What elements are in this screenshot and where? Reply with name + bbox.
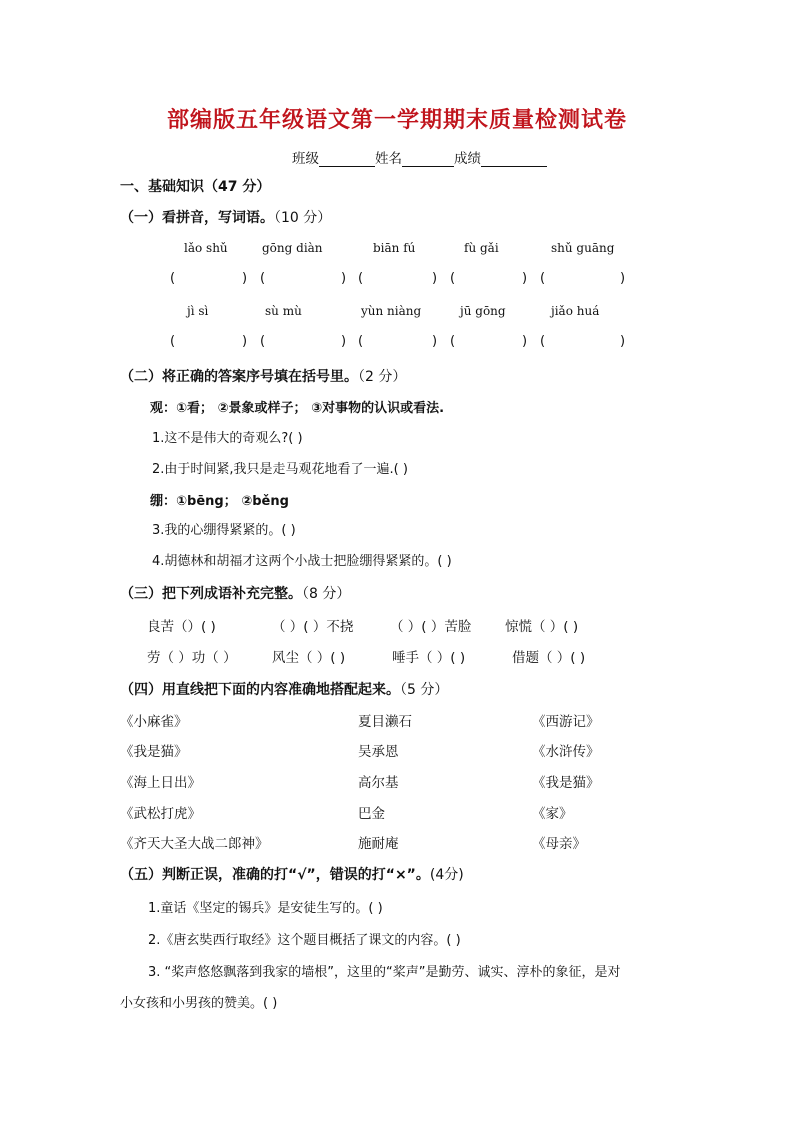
section2-title: （二）将正确的答案序号填在括号里。 (120, 369, 358, 385)
idiom-item: 借题（ ）( ) (512, 650, 586, 666)
section2-points: （2 分） (358, 369, 407, 385)
pinyin-item: fù gǎi (464, 241, 499, 255)
author-item[interactable]: 施耐庵 (358, 836, 399, 852)
book-title-item[interactable]: 《我是猫》 (120, 744, 188, 760)
question-item: 3.我的心绷得紧紧的。( ) (152, 523, 296, 538)
class-label: 班级 (292, 151, 319, 167)
judgement-item-cont: 小女孩和小男孩的赞美。( ) (120, 996, 278, 1011)
student-info-line (292, 147, 547, 167)
idiom-item: 惊慌（ ）( ) (505, 619, 579, 635)
question-item: 2.由于时间紧,我只是走马观花地看了一遍.( ) (152, 462, 408, 477)
pinyin-item: jiǎo huá (551, 304, 600, 318)
section5-points: (4分) (429, 867, 464, 883)
work-item[interactable]: 《家》 (532, 806, 573, 822)
section5-heading (120, 864, 464, 884)
score-blank[interactable] (481, 152, 547, 167)
judgement-item: 3. “桨声悠悠飘落到我家的墙根”，这里的“桨声”是勤劳、诚实、淳朴的象征，是对 (148, 965, 621, 980)
author-item[interactable]: 高尔基 (358, 775, 399, 791)
work-item[interactable]: 《西游记》 (532, 714, 600, 730)
book-title-item[interactable]: 《海上日出》 (120, 775, 201, 791)
pinyin-item: yùn niàng (361, 304, 422, 318)
book-title-item[interactable]: 《小麻雀》 (120, 714, 188, 730)
pinyin-item: jì sì (187, 304, 209, 318)
book-title-item[interactable]: 《齐天大圣大战二郎神》 (120, 836, 269, 852)
section5-title: （五）判断正误，准确的打“√”，错误的打“×”。 (120, 867, 430, 883)
section3-points: （8 分） (302, 586, 351, 602)
part1-heading: 一、基础知识（47 分） (120, 179, 271, 195)
pinyin-item: jū gōng (460, 304, 506, 318)
work-item[interactable]: 《我是猫》 (532, 775, 600, 791)
pinyin-item: sù mù (265, 304, 302, 318)
section4-points: （5 分） (400, 682, 449, 698)
question-item: 4.胡德林和胡福才这两个小战士把脸绷得紧紧的。( ) (152, 554, 452, 569)
section2-heading (120, 366, 406, 386)
author-item[interactable]: 吴承恩 (358, 744, 399, 760)
pinyin-item: biān fú (373, 241, 416, 255)
section1-heading (120, 207, 331, 227)
author-item[interactable]: 巴金 (358, 806, 385, 822)
section4-heading (120, 679, 448, 699)
pinyin-item: lǎo shǔ (184, 241, 228, 255)
question-item: 1.这不是伟大的奇观么?( ) (152, 431, 303, 446)
name-label: 姓名 (375, 151, 402, 167)
idiom-item: （ ）( ）不挠 (272, 619, 354, 635)
score-label: 成绩 (454, 151, 481, 167)
exam-title: 部编版五年级语文第一学期期末质量检测试卷 (166, 107, 627, 133)
section3-heading (120, 583, 350, 603)
definition-beng: 绷：①bēng； ②běng (150, 494, 289, 509)
pinyin-item: shǔ guāng (551, 241, 615, 255)
section4-title: （四）用直线把下面的内容准确地搭配起来。 (120, 682, 400, 698)
idiom-item: 劳（ ）功（ ） (147, 650, 237, 666)
idiom-item: （ ）( ）苦脸 (390, 619, 472, 635)
idiom-item: 良苦（）( ) (147, 619, 216, 635)
pinyin-item: gōng diàn (262, 241, 323, 255)
section1-points: （10 分） (274, 210, 332, 226)
section1-title: （一）看拼音，写词语。 (120, 210, 274, 226)
idiom-item: 风尘（ ）( ) (272, 650, 346, 666)
judgement-item: 2.《唐玄奘西行取经》这个题目概括了课文的内容。( ) (148, 933, 461, 948)
name-blank[interactable] (402, 152, 454, 167)
judgement-item: 1.童话《坚定的锡兵》是安徒生写的。( ) (148, 901, 383, 916)
definition-guan: 观：①看； ②景象或样子； ③对事物的认识或看法. (150, 401, 445, 416)
work-item[interactable]: 《水浒传》 (532, 744, 600, 760)
section3-title: （三）把下列成语补充完整。 (120, 586, 302, 602)
book-title-item[interactable]: 《武松打虎》 (120, 806, 201, 822)
class-blank[interactable] (319, 152, 375, 167)
idiom-item: 唾手（ ）( ) (392, 650, 466, 666)
author-item[interactable]: 夏目濑石 (358, 714, 412, 730)
work-item[interactable]: 《母亲》 (532, 836, 586, 852)
